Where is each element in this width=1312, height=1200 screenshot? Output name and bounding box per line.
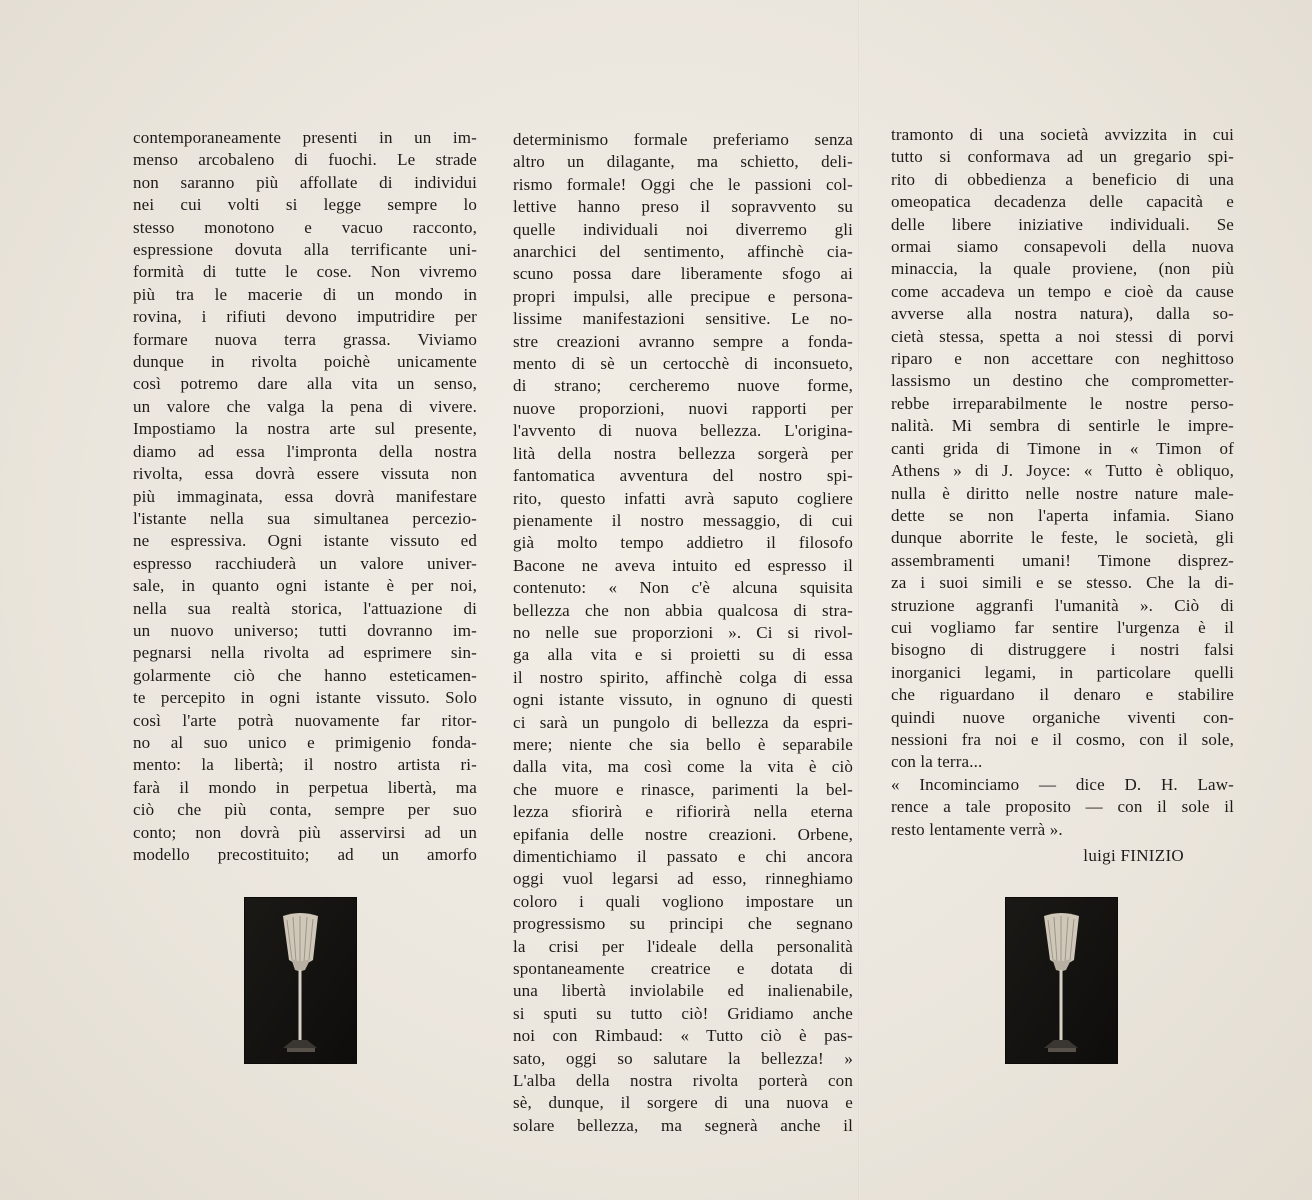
text-line: pienamente il nostro messaggio, di cui — [513, 510, 853, 530]
text-column-1 — [133, 127, 477, 866]
text-line: che riguardano il denaro e stabilire — [891, 685, 1234, 705]
text-line: così l'arte potrà nuovamente far ritor- — [133, 710, 477, 730]
text-line: diamo ad essa l'impronta della nostra — [133, 441, 477, 461]
text-line: ciò che più conta, sempre per suo — [133, 800, 477, 820]
text-line: un valore che valga la pena di vivere. — [133, 396, 477, 416]
text-line: scuno possa dare liberamente sfogo ai — [513, 264, 853, 284]
text-line: il nostro spirito, affinchè colga di essa — [513, 667, 853, 687]
text-line: nei cui volti si legge sempre lo — [133, 195, 477, 215]
text-line: conto; non dovrà più asservirsi ad un — [133, 822, 477, 842]
text-line: pegnarsi nella rivolta ad esprimere sin- — [133, 643, 477, 663]
text-line: menso arcobaleno di fuochi. Le strade — [133, 150, 477, 170]
text-line: canti grida di Timone in « Timon of — [891, 438, 1234, 458]
text-column-2 — [513, 129, 853, 1137]
text-line: rebbe irreparabilmente le nostre perso- — [891, 393, 1234, 413]
text-line: con la terra... — [891, 752, 983, 772]
text-line: spontaneamente creatrice e dotata di — [513, 959, 853, 979]
page-fold — [858, 0, 860, 1200]
text-line: stre creazioni avranno sempre a fonda- — [513, 331, 853, 351]
text-line: stesso monotono e vacuo racconto, — [133, 217, 477, 237]
text-line: bellezza che non abbia qualcosa di stra- — [513, 600, 853, 620]
text-line: si sputi su tutto ciò! Gridiamo anche — [513, 1003, 853, 1023]
text-line: dette se non l'aperta infamia. Siano — [891, 505, 1234, 525]
text-line: formare nuova terra grassa. Viviamo — [133, 329, 477, 349]
text-line: formità di tutte le cose. Non vivremo — [133, 262, 477, 282]
broom-photo-left — [245, 898, 356, 1063]
broom-image — [1006, 898, 1117, 1063]
text-line: omeopatica decadenza delle capacità e — [891, 192, 1234, 212]
text-line: rismo formale! Oggi che le passioni col- — [513, 174, 853, 194]
text-line: rito di obbedienza a beneficio di una — [891, 169, 1234, 189]
text-line: golarmente ciò che hanno esteticamen- — [133, 665, 477, 685]
text-line: Impostiamo la nostra arte sul presente, — [133, 419, 477, 439]
text-line: farà il mondo in perpetua libertà, ma — [133, 777, 477, 797]
text-line: espresso racchiuderà un valore univer- — [133, 553, 477, 573]
text-line: nulla è diritto nelle nostre nature male- — [891, 483, 1234, 503]
text-line: lissime manifestazioni sensitive. Le no- — [513, 309, 853, 329]
text-line: mere; niente che sia bello è separabile — [513, 734, 853, 754]
text-line: determinismo formale preferiamo senza — [513, 130, 853, 149]
text-line: sato, oggi so salutare la bellezza! » — [513, 1048, 853, 1068]
text-line: nessioni fra noi e il cosmo, con il sole, — [891, 729, 1234, 749]
text-line: avverse alla nostra natura), dalla so- — [891, 304, 1234, 324]
text-line: dalla vita, ma così come la vita è ciò — [513, 757, 853, 777]
text-line: una libertà inviolabile ed inalienabile, — [513, 981, 853, 1001]
text-line: resto lentamente verrà ». — [891, 819, 1063, 839]
text-line: mento: la libertà; il nostro artista ri- — [133, 755, 477, 775]
text-line: riparo e non accettare con neghittoso — [891, 349, 1234, 369]
text-line: rito, questo infatti avrà saputo cogliere — [513, 488, 853, 508]
text-line: noi con Rimbaud: « Tutto ciò è pas- — [513, 1026, 853, 1046]
text-line: l'istante nella sua simultanea percezio- — [133, 508, 477, 528]
text-line: più tra le macerie di un mondo in — [133, 284, 477, 304]
text-line: come accadeva un tempo e cioè da cause — [891, 281, 1234, 301]
broom-photo-right — [1006, 898, 1117, 1063]
text-line: solare bellezza, ma segnerà anche il — [513, 1115, 853, 1135]
text-line: di strano; cercheremo nuove forme, — [513, 376, 853, 396]
text-line: dunque in rivolta poichè unicamente — [133, 352, 477, 372]
text-line: no al suo unico e primigenio fonda- — [133, 732, 477, 752]
text-line: sè, dunque, il sorgere di una nuova e — [513, 1093, 853, 1113]
text-line: no nelle sue proporzioni ». Ci si rivol- — [513, 622, 853, 642]
text-line: nella sua realtà storica, l'attuazione di — [133, 598, 477, 618]
text-line: cietà stessa, spetta a noi stessi di porvi — [891, 326, 1234, 346]
text-column-3-lines — [891, 124, 1234, 841]
text-column-3 — [891, 124, 1234, 867]
text-line: coloro i quali vogliono impostare un — [513, 891, 853, 911]
text-line: fantomatica avventura del nostro spi- — [513, 466, 853, 486]
text-line: quindi nuove organiche viventi con- — [891, 707, 1234, 727]
text-line: tramonto di una società avvizzita in cui — [891, 125, 1234, 144]
text-line: quelle individuali noi diverremo gli — [513, 219, 853, 239]
text-line: bisogno di distruggere i nostri falsi — [891, 640, 1234, 660]
text-line: L'alba della nostra rivolta porterà con — [513, 1071, 853, 1091]
text-line: dunque aborrite le feste, le società, gli — [891, 528, 1234, 548]
text-line: lassismo un destino che comprometter- — [891, 371, 1234, 391]
text-line: assembramenti umani! Timone disprez- — [891, 550, 1234, 570]
text-line: rivolta, essa dovrà essere vissuta non — [133, 464, 477, 484]
text-line: lità della nostra bellezza sorgerà per — [513, 443, 853, 463]
text-line: ne espressiva. Ogni istante vissuto ed — [133, 531, 477, 551]
text-line: za i suoi simili e se stesso. Che la di- — [891, 573, 1234, 593]
broom-image — [245, 898, 356, 1063]
text-line: rence a tale proposito — con il sole il — [891, 797, 1234, 817]
text-line: l'avvento di nuova bellezza. L'origina- — [513, 421, 853, 441]
text-line: nalità. Mi sembra di sentirle le impre- — [891, 416, 1234, 436]
text-line: lezza sfiorirà e rifiorirà nella eterna — [513, 802, 853, 822]
text-line: non saranno più affollate di individui — [133, 172, 477, 192]
text-line: propri impulsi, alle precipue e persona- — [513, 286, 853, 306]
text-line: sale, in quanto ogni istante è per noi, — [133, 576, 477, 596]
text-line: così potremo dare alla vita un senso, — [133, 374, 477, 394]
text-line: ogni istante vissuto, in ognuno di questi — [513, 690, 853, 710]
text-line: lettive hanno preso il sopravvento su — [513, 197, 853, 217]
text-line: oggi vuol legarsi ad esso, rinneghiamo — [513, 869, 853, 889]
text-line: cui vogliamo far sentire l'urgenza è il — [891, 617, 1234, 637]
text-line: modello precostituito; ad un amorfo — [133, 845, 477, 864]
text-line: più immaginata, essa dovrà manifestare — [133, 486, 477, 506]
text-line: ga alla vita e si proietti su di essa — [513, 645, 853, 665]
text-line: ormai siamo consapevoli della nuova — [891, 237, 1234, 257]
text-line: che muore e rinasce, parimenti la bel- — [513, 779, 853, 799]
text-line: struzione aggranfi l'umanità ». Ciò di — [891, 595, 1234, 615]
text-line: dimentichiamo il passato e chi ancora — [513, 847, 853, 866]
text-line: espressione dovuta alla terrificante uni- — [133, 240, 477, 260]
text-line: tutto si conformava ad un gregario spi- — [891, 147, 1234, 167]
text-line: te percepito in ogni istante vissuto. Solo — [133, 688, 477, 708]
text-line: progressismo su principi che segnano — [513, 914, 853, 934]
text-line: la crisi per l'ideale della personalità — [513, 936, 853, 956]
text-line: delle libere iniziative individuali. Se — [891, 214, 1234, 234]
text-line: anarchici del sentimento, affinchè cia- — [513, 242, 853, 262]
text-line: rovina, i rifiuti devono imputridire per — [133, 307, 477, 327]
text-line: contenuto: « Non c'è alcuna squisita — [513, 578, 853, 598]
text-line: nuove proporzioni, nuovi rapporti per — [513, 398, 853, 418]
text-line: inorganici legami, in particolare quelli — [891, 662, 1234, 682]
text-line: Bacone ne aveva intuito ed espresso il — [513, 555, 853, 575]
text-line: mento di sè un certocchè di inconsueto, — [513, 354, 853, 374]
text-line: epifania delle nostre creazioni. Orbene, — [513, 824, 853, 844]
text-line: ci sarà un pungolo di bellezza da espri- — [513, 712, 853, 732]
text-line: minaccia, la quale proviene, (non più — [891, 259, 1234, 279]
text-line: già molto tempo addietro il filosofo — [513, 533, 853, 553]
author-signature: luigi FINIZIO — [1083, 846, 1184, 865]
text-line: un nuovo universo; tutti dovranno im- — [133, 620, 477, 640]
text-line: Athens » di J. Joyce: « Tutto è obliquo, — [891, 461, 1234, 481]
text-line: « Incominciamo — dice D. H. Law- — [891, 774, 1234, 794]
text-line: contemporaneamente presenti in un im- — [133, 128, 477, 147]
text-line: altro un dilagante, ma schietto, deli- — [513, 152, 853, 172]
